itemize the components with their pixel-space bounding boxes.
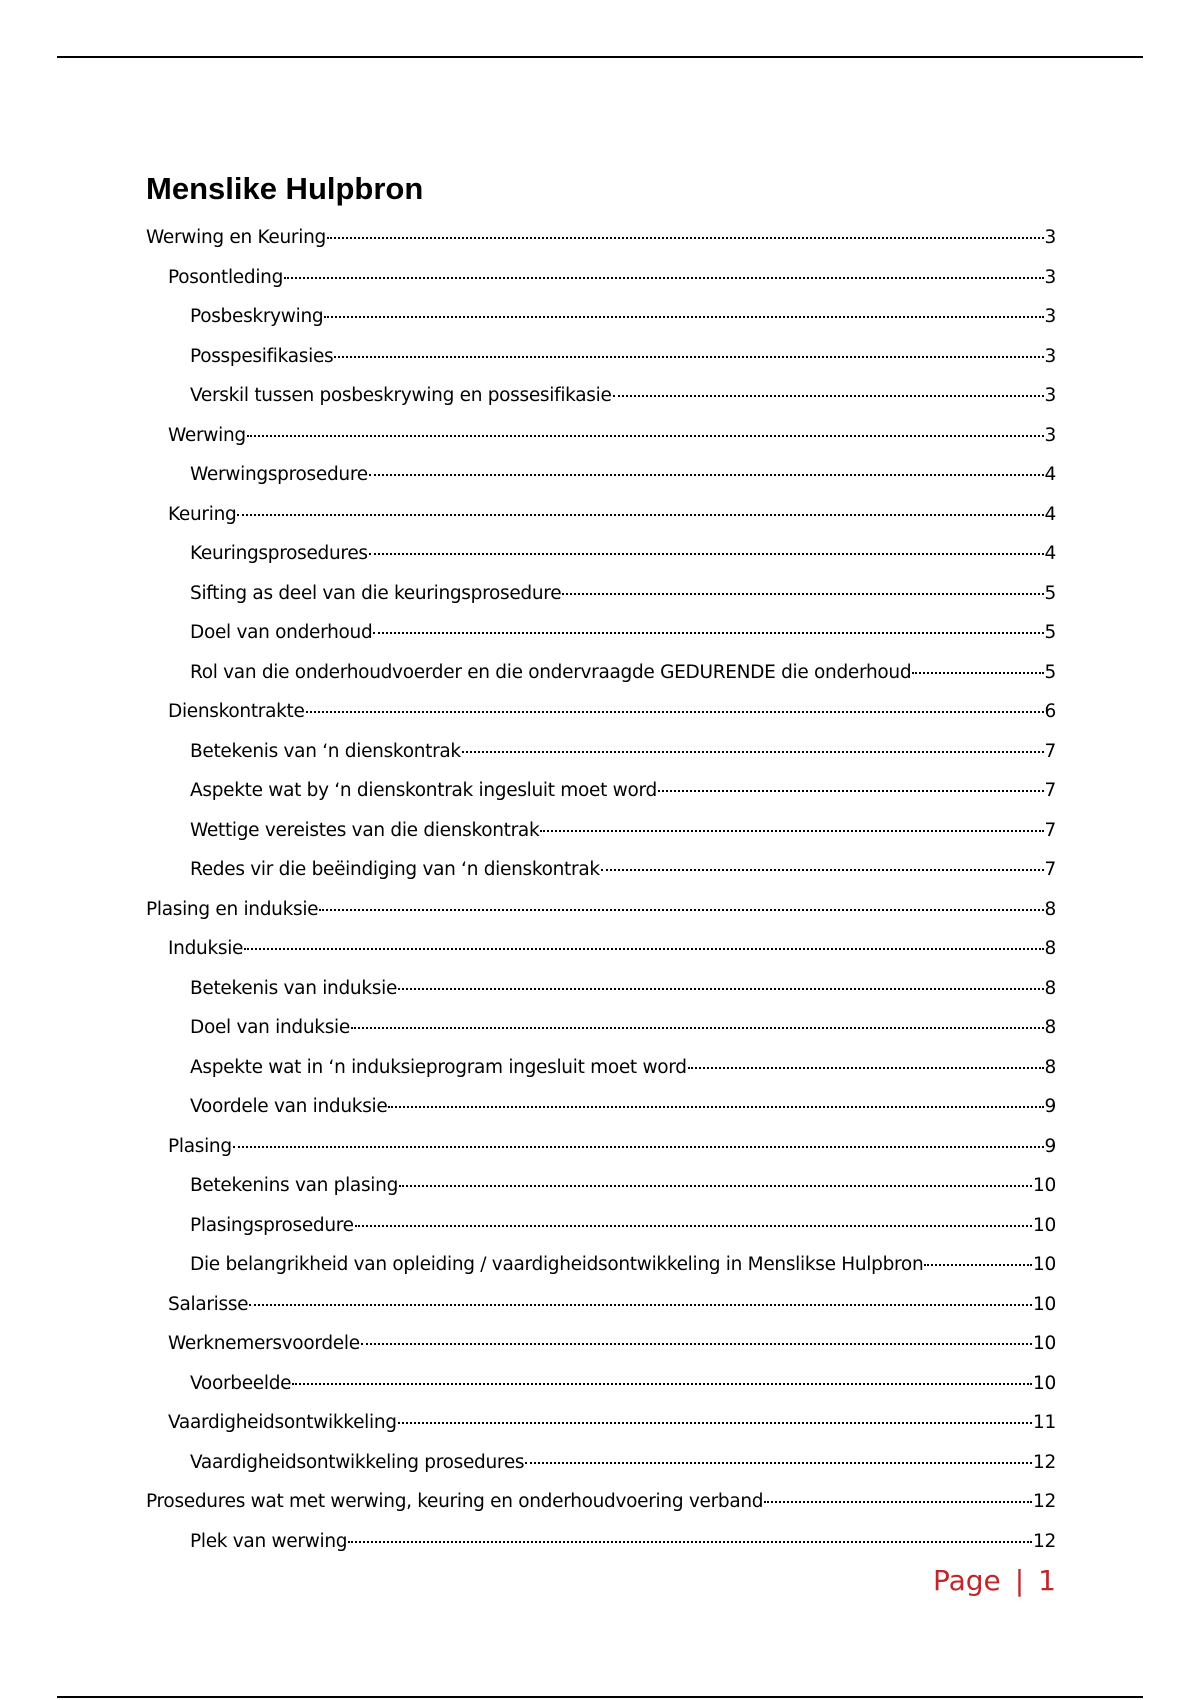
toc-dot-leader: [613, 395, 1044, 397]
toc-entry-text: Dienskontrakte: [168, 701, 305, 722]
toc-entry[interactable]: [146, 653, 1056, 693]
toc-dot-leader: [334, 356, 1043, 358]
toc-dot-leader: [324, 316, 1043, 318]
toc-entry-page: 8: [1044, 1056, 1056, 1078]
toc-entry-text: Vaardigheidsontwikkeling: [168, 1412, 397, 1433]
toc-entry-text: Induksie: [168, 938, 244, 959]
toc-entry-text: Keuringsprosedures: [190, 543, 368, 564]
toc-dot-leader: [355, 1225, 1032, 1227]
table-of-contents: [146, 218, 1056, 1561]
toc-dot-leader: [398, 988, 1043, 990]
toc-entry-page: 8: [1044, 977, 1056, 999]
toc-entry-page: 3: [1044, 424, 1056, 446]
toc-entry-text: Plasing en induksie: [146, 898, 319, 920]
toc-entry[interactable]: [146, 1087, 1056, 1127]
toc-entry[interactable]: [146, 1285, 1056, 1325]
toc-entry-page: 3: [1044, 227, 1056, 248]
toc-entry[interactable]: [146, 929, 1056, 969]
toc-entry[interactable]: [146, 574, 1056, 614]
toc-entry-page: 10: [1033, 1293, 1056, 1315]
toc-dot-leader: [924, 1264, 1032, 1266]
toc-entry-text: Salarisse: [168, 1293, 249, 1315]
toc-entry[interactable]: [146, 1048, 1056, 1088]
toc-entry[interactable]: [146, 1364, 1056, 1404]
toc-entry-text: Doel van induksie: [190, 1017, 350, 1038]
toc-entry-text: Voorbeelde: [190, 1372, 292, 1394]
toc-entry[interactable]: [146, 732, 1056, 772]
toc-entry-page: 12: [1033, 1491, 1056, 1512]
toc-entry-page: 10: [1033, 1333, 1056, 1354]
toc-entry-text: Aspekte wat by ‘n dienskontrak ingesluit moet word: [190, 780, 657, 801]
toc-entry[interactable]: [146, 890, 1056, 930]
toc-entry-text: Aspekte wat in ‘n induksieprogram ingesluit moet word: [190, 1056, 687, 1078]
toc-entry-page: 5: [1044, 622, 1056, 643]
toc-dot-leader: [462, 751, 1044, 753]
toc-entry-text: Verskil tussen posbeskrywing en possesifikasie: [190, 385, 612, 406]
toc-entry-text: Posbeskrywing: [190, 306, 324, 327]
toc-dot-leader: [369, 474, 1044, 476]
toc-entry-page: 10: [1033, 1372, 1056, 1394]
toc-entry-page: 9: [1044, 1096, 1056, 1117]
toc-entry-page: 8: [1044, 938, 1056, 959]
toc-entry[interactable]: [146, 1403, 1056, 1443]
toc-entry-page: 7: [1044, 740, 1056, 762]
toc-entry-text: Plasing: [168, 1135, 232, 1157]
toc-entry[interactable]: [146, 337, 1056, 377]
toc-entry-text: Plek van werwing: [190, 1530, 348, 1552]
page-footer: [933, 1564, 1056, 1597]
toc-entry-text: Rol van die onderhoudvoerder en die ondervraagde GEDURENDE die onderhoud: [190, 661, 912, 683]
toc-entry[interactable]: [146, 1324, 1056, 1364]
toc-dot-leader: [361, 1343, 1032, 1345]
toc-entry[interactable]: [146, 534, 1056, 574]
toc-entry[interactable]: [146, 297, 1056, 337]
toc-entry[interactable]: [146, 495, 1056, 535]
toc-dot-leader: [247, 435, 1044, 437]
toc-dot-leader: [562, 593, 1043, 595]
toc-entry-text: Wettige vereistes van die dienskontrak: [190, 819, 540, 841]
toc-entry-text: Werwingsprosedure: [190, 464, 368, 485]
footer-rule: [57, 1696, 1143, 1698]
toc-dot-leader: [284, 277, 1043, 279]
toc-entry-page: 7: [1044, 780, 1056, 801]
toc-entry-page: 3: [1044, 345, 1056, 367]
toc-dot-leader: [369, 553, 1044, 555]
toc-dot-leader: [327, 237, 1044, 239]
toc-dot-leader: [912, 672, 1043, 674]
toc-entry-page: 3: [1044, 385, 1056, 406]
toc-dot-leader: [306, 711, 1044, 713]
toc-dot-leader: [658, 790, 1044, 792]
toc-entry[interactable]: [146, 1245, 1056, 1285]
toc-entry[interactable]: [146, 613, 1056, 653]
toc-entry-page: 5: [1044, 582, 1056, 604]
toc-entry[interactable]: [146, 258, 1056, 298]
toc-entry-page: 12: [1033, 1451, 1056, 1473]
toc-entry[interactable]: [146, 1206, 1056, 1246]
toc-entry-text: Die belangrikheid van opleiding / vaardigheidsontwikkeling in Menslikse Hulpbron: [190, 1254, 924, 1275]
toc-entry-text: Betekenis van induksie: [190, 977, 398, 999]
toc-entry[interactable]: [146, 811, 1056, 851]
toc-entry[interactable]: [146, 1443, 1056, 1483]
toc-entry-page: 10: [1033, 1214, 1056, 1236]
toc-entry-page: 3: [1044, 266, 1056, 288]
footer-page-number: 1: [1038, 1564, 1056, 1597]
toc-entry-page: 4: [1044, 543, 1056, 564]
toc-dot-leader: [540, 830, 1043, 832]
toc-dot-leader: [398, 1422, 1032, 1424]
toc-entry-page: 11: [1033, 1412, 1056, 1433]
toc-entry-page: 7: [1044, 819, 1056, 841]
toc-entry-text: Keuring: [168, 503, 237, 525]
toc-dot-leader: [233, 1146, 1044, 1148]
toc-dot-leader: [373, 632, 1043, 634]
toc-dot-leader: [249, 1304, 1032, 1306]
toc-dot-leader: [244, 948, 1043, 950]
toc-entry-page: 12: [1033, 1530, 1056, 1552]
toc-entry-page: 10: [1033, 1175, 1056, 1196]
toc-entry-text: Doel van onderhoud: [190, 622, 373, 643]
toc-entry-page: 8: [1044, 898, 1056, 920]
footer-separator: |: [1014, 1564, 1025, 1597]
toc-entry[interactable]: [146, 1482, 1056, 1522]
toc-entry[interactable]: [146, 1166, 1056, 1206]
toc-entry-text: Werwing en Keuring: [146, 227, 326, 248]
toc-entry-page: 4: [1044, 464, 1056, 485]
toc-entry-text: Werwing: [168, 424, 246, 446]
toc-dot-leader: [688, 1067, 1044, 1069]
toc-dot-leader: [348, 1541, 1032, 1543]
toc-entry-page: 7: [1044, 859, 1056, 880]
toc-entry-text: Werknemersvoordele: [168, 1333, 360, 1354]
toc-dot-leader: [399, 1185, 1032, 1187]
toc-entry-page: 5: [1044, 661, 1056, 683]
toc-entry-text: Betekenins van plasing: [190, 1175, 399, 1196]
toc-entry[interactable]: [146, 416, 1056, 456]
toc-entry[interactable]: [146, 455, 1056, 495]
toc-entry[interactable]: [146, 1522, 1056, 1562]
toc-entry[interactable]: [146, 376, 1056, 416]
toc-entry-text: Vaardigheidsontwikkeling prosedures: [190, 1451, 525, 1473]
toc-entry-text: Plasingsprosedure: [190, 1214, 354, 1236]
toc-dot-leader: [764, 1501, 1032, 1503]
footer-page-label: Page: [932, 1564, 1001, 1597]
toc-entry-text: Betekenis van ‘n dienskontrak: [190, 740, 461, 762]
toc-entry-text: Sifting as deel van die keuringsprosedure: [190, 582, 562, 604]
toc-dot-leader: [292, 1383, 1032, 1385]
header-rule: [57, 56, 1143, 58]
toc-dot-leader: [388, 1106, 1043, 1108]
toc-dot-leader: [351, 1027, 1044, 1029]
toc-entry[interactable]: [146, 1127, 1056, 1167]
toc-entry[interactable]: [146, 218, 1056, 258]
toc-entry-text: Posontleding: [168, 266, 284, 288]
toc-entry[interactable]: [146, 1008, 1056, 1048]
toc-dot-leader: [237, 514, 1043, 516]
toc-entry[interactable]: [146, 692, 1056, 732]
toc-entry-page: 6: [1044, 701, 1056, 722]
toc-entry-page: 9: [1044, 1135, 1056, 1157]
toc-entry-page: 3: [1044, 306, 1056, 327]
toc-container: [146, 168, 1056, 1561]
toc-dot-leader: [525, 1462, 1032, 1464]
toc-entry-page: 10: [1033, 1254, 1056, 1275]
document-title: Menslike Hulpbron: [146, 171, 424, 206]
toc-entry[interactable]: [146, 969, 1056, 1009]
toc-entry-text: Voordele van induksie: [190, 1096, 388, 1117]
toc-entry-text: Posspesifikasies: [190, 345, 334, 367]
toc-entry-text: Redes vir die beëindiging van ‘n dienskontrak: [190, 859, 600, 880]
toc-entry-text: Prosedures wat met werwing, keuring en onderhoudvoering verband: [146, 1491, 764, 1512]
toc-entry-page: 8: [1044, 1017, 1056, 1038]
toc-entry[interactable]: [146, 850, 1056, 890]
toc-entry[interactable]: [146, 771, 1056, 811]
toc-dot-leader: [319, 909, 1043, 911]
toc-dot-leader: [601, 869, 1044, 871]
toc-entry-page: 4: [1044, 503, 1056, 525]
